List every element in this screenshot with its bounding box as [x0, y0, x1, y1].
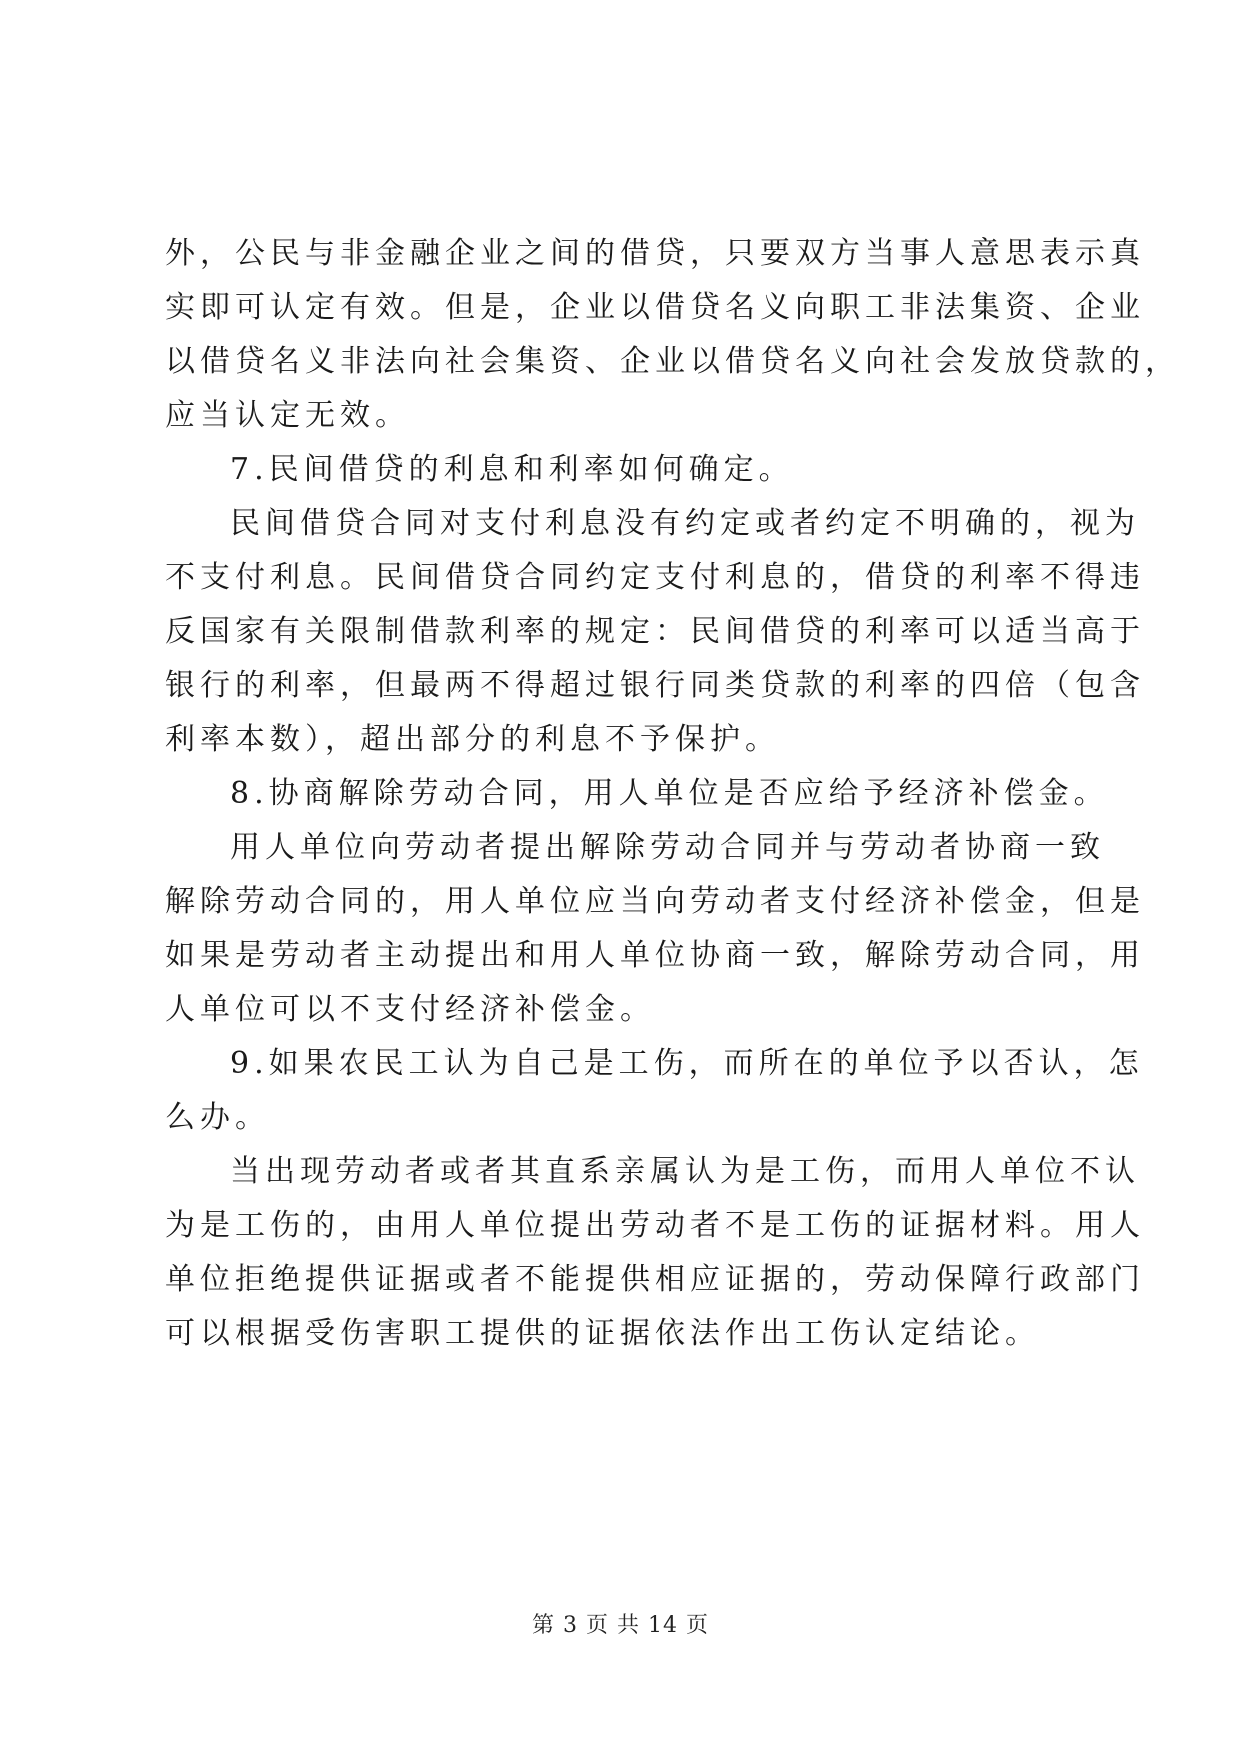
text-line: 民间借贷合同对支付利息没有约定或者约定不明确的，视为 [230, 506, 1140, 541]
text-line: 银行的利率，但最两不得超过银行同类贷款的利率的四倍（包含 [165, 668, 1145, 703]
section-heading-7: 7.民间借贷的利息和利率如何确定。 [230, 452, 794, 487]
text-line: 用人单位向劳动者提出解除劳动合同并与劳动者协商一致 [230, 830, 1105, 865]
text-line: 解除劳动合同的，用人单位应当向劳动者支付经济补偿金，但是 [165, 884, 1145, 919]
text-line: 当出现劳动者或者其直系亲属认为是工伤，而用人单位不认 [230, 1154, 1140, 1189]
text-line: 不支付利息。民间借贷合同约定支付利息的，借贷的利率不得违 [165, 560, 1145, 595]
section-heading-9: 9.如果农民工认为自己是工伤，而所在的单位予以否认，怎 [230, 1046, 1144, 1081]
section-heading-8: 8.协商解除劳动合同，用人单位是否应给予经济补偿金。 [230, 776, 1109, 811]
text-line: 单位拒绝提供证据或者不能提供相应证据的，劳动保障行政部门 [165, 1262, 1145, 1297]
text-line: 应当认定无效。 [165, 398, 410, 433]
text-line: 外，公民与非金融企业之间的借贷，只要双方当事人意思表示真 [165, 236, 1145, 271]
text-line: 为是工伤的，由用人单位提出劳动者不是工伤的证据材料。用人 [165, 1208, 1145, 1243]
text-line: 人单位可以不支付经济补偿金。 [165, 992, 655, 1027]
text-line: 么办。 [165, 1100, 270, 1135]
text-line: 如果是劳动者主动提出和用人单位协商一致，解除劳动合同，用 [165, 938, 1145, 973]
text-line: 实即可认定有效。但是，企业以借贷名义向职工非法集资、企业 [165, 290, 1145, 325]
text-line: 反国家有关限制借款利率的规定：民间借贷的利率可以适当高于 [165, 614, 1145, 649]
text-line: 以借贷名义非法向社会集资、企业以借贷名义向社会发放贷款的， [165, 344, 1180, 379]
text-line: 利率本数），超出部分的利息不予保护。 [165, 722, 780, 757]
text-line: 可以根据受伤害职工提供的证据依法作出工伤认定结论。 [165, 1316, 1040, 1351]
page-number-footer: 第 3 页 共 14 页 [532, 1613, 709, 1638]
